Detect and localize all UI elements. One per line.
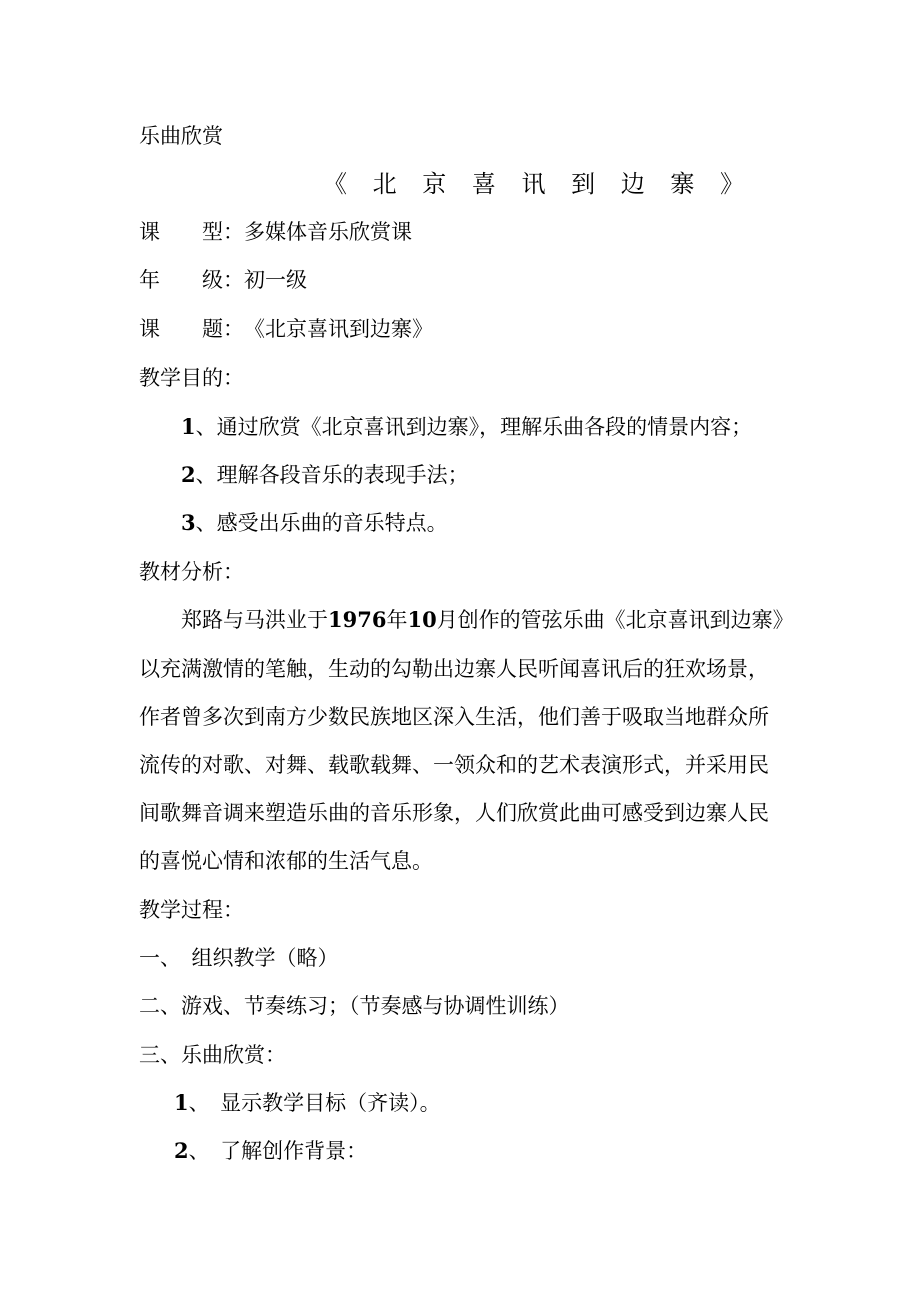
analysis-line: 间歌舞音调来塑造乐曲的音乐形象，人们欣赏此曲可感受到边寨人民 [139, 801, 769, 825]
analysis-line: 流传的对歌、对舞、载歌载舞、一领众和的艺术表演形式，并采用民 [139, 753, 769, 777]
substep-number: 2 [174, 1138, 189, 1163]
analysis-paragraph-first-line [181, 606, 794, 634]
substep-number: 1 [174, 1090, 189, 1115]
objective-text: 、通过欣赏《北京喜讯到边寨》，理解乐曲各段的情景内容； [195, 415, 753, 439]
objective-text: 、理解各段音乐的表现手法； [195, 463, 469, 487]
document-title: 《 北 京 喜 讯 到 边 寨 》 [323, 170, 754, 198]
course-type-row [139, 218, 412, 246]
objective-item [181, 461, 469, 489]
analysis-heading: 教材分析： [139, 560, 244, 584]
topic-key: 课 题： [139, 317, 244, 341]
objective-number: 3 [181, 510, 196, 535]
substep-text: 、 显示教学目标（齐读）。 [188, 1091, 441, 1115]
analysis-line: 的喜悦心情和浓郁的生活气息。 [139, 849, 433, 873]
course-type-value: 多媒体音乐欣赏课 [244, 220, 412, 244]
objectives-heading: 教学目的： [139, 366, 244, 390]
objective-item [181, 509, 448, 537]
objective-number: 2 [181, 462, 196, 487]
analysis-month: 10 [407, 607, 437, 632]
course-type-key: 课 型： [139, 220, 244, 244]
process-substep [174, 1137, 367, 1165]
analysis-year: 1976 [328, 607, 387, 632]
analysis-text: 月创作的管弦乐曲《北京喜讯到边寨》 [436, 608, 794, 632]
grade-value: 初一级 [244, 268, 307, 292]
objective-text: 、感受出乐曲的音乐特点。 [195, 511, 448, 535]
topic-value: 《北京喜讯到边寨》 [244, 317, 433, 341]
objective-item [181, 413, 752, 441]
process-step: 二、游戏、节奏练习；（节奏感与协调性训练） [139, 994, 570, 1018]
process-heading: 教学过程： [139, 898, 244, 922]
process-step: 三、乐曲欣赏： [139, 1043, 286, 1067]
grade-row [139, 266, 307, 294]
analysis-text: 年 [386, 608, 408, 632]
analysis-line: 以充满激情的笔触，生动的勾勒出边寨人民听闻喜讯后的狂欢场景， [139, 657, 769, 681]
process-substep [174, 1089, 441, 1117]
analysis-line: 作者曾多次到南方少数民族地区深入生活，他们善于吸取当地群众所 [139, 705, 769, 729]
analysis-text: 郑路与马洪业于 [181, 608, 328, 632]
topic-row [139, 315, 433, 343]
process-step: 一、 组织教学（略） [139, 946, 339, 970]
grade-key: 年 级： [139, 268, 244, 292]
category-label: 乐曲欣赏 [139, 124, 223, 148]
substep-text: 、 了解创作背景： [188, 1139, 368, 1163]
objective-number: 1 [181, 414, 196, 439]
